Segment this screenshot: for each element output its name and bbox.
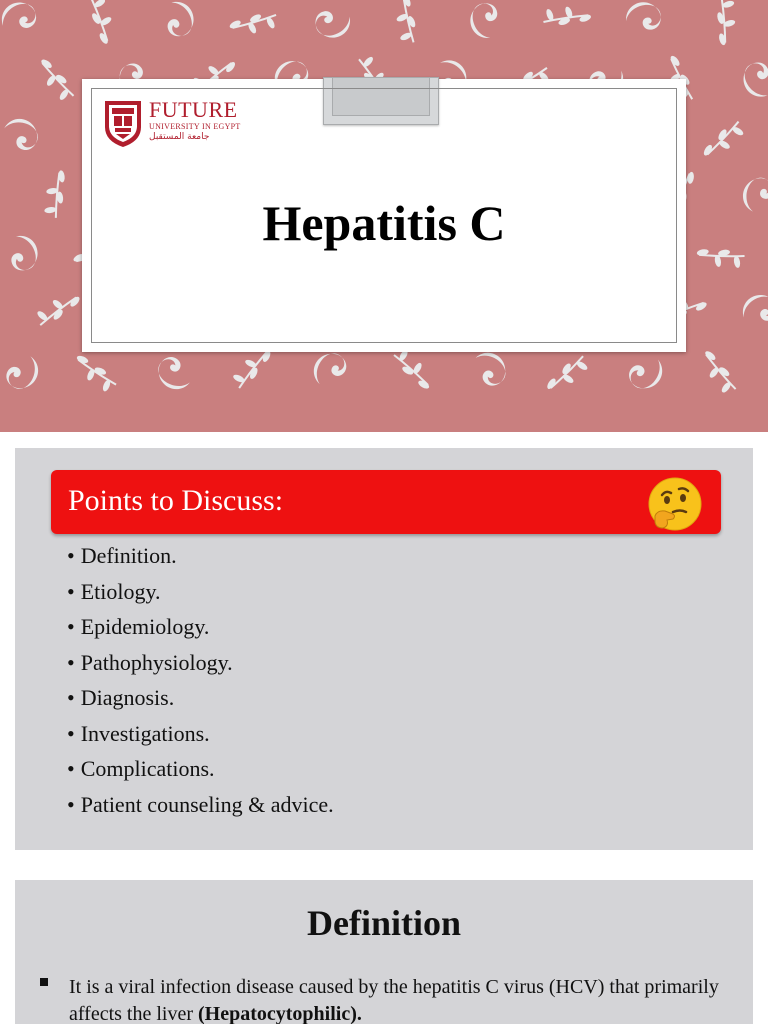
pattern-motif (737, 173, 768, 217)
list-item: • Definition. (67, 538, 334, 574)
thinking-face-icon (647, 476, 703, 532)
pattern-motif (739, 291, 768, 327)
pattern-motif (380, 0, 434, 48)
definition-text-bold: (Hepatocytophilic). (198, 1003, 362, 1024)
points-header (51, 470, 721, 534)
logo-subtitle: UNIVERSITY IN EGYPT (149, 122, 241, 131)
pattern-motif (625, 1, 661, 31)
definition-text-regular: It is a viral infection disease caused by the hepatitis C virus (HCV) that primarily affects the liver (69, 976, 719, 1024)
pattern-motif (313, 7, 353, 41)
list-item: • Pathophysiology. (67, 645, 334, 681)
pattern-motif (37, 58, 77, 103)
definition-text (69, 974, 729, 1024)
pattern-motif (702, 120, 745, 158)
points-list (67, 538, 334, 822)
pattern-motif (75, 0, 127, 47)
pattern-motif (694, 229, 749, 284)
pattern-motif (699, 349, 741, 395)
pattern-motif (152, 353, 197, 397)
university-crest-icon (102, 97, 144, 149)
title-card (82, 79, 686, 352)
pattern-motif (34, 288, 82, 332)
pattern-motif (545, 354, 589, 393)
pattern-motif (0, 0, 39, 35)
list-item: • Etiology. (67, 574, 334, 610)
page-title: Hepatitis C (262, 195, 506, 251)
pattern-motif (468, 346, 512, 390)
list-item: • Epidemiology. (67, 609, 334, 645)
points-slide (15, 448, 753, 850)
list-item: • Patient counseling & advice. (67, 787, 334, 823)
pattern-motif (539, 0, 594, 45)
list-item: • Diagnosis. (67, 680, 334, 716)
university-logo (102, 97, 262, 153)
pattern-motif (29, 168, 84, 222)
definition-slide (15, 880, 753, 1024)
definition-title: Definition (306, 903, 461, 943)
pattern-motif (230, 349, 274, 388)
logo-arabic: جامعة المستقبل (149, 132, 210, 142)
pattern-motif (468, 2, 500, 40)
title-slide (0, 0, 768, 432)
list-item: • Investigations. (67, 716, 334, 752)
list-item: • Complications. (67, 751, 334, 787)
pattern-motif (2, 351, 45, 396)
pattern-motif (625, 352, 670, 396)
pattern-motif (738, 59, 768, 102)
pattern-motif (0, 59, 6, 103)
pattern-motif (75, 350, 117, 396)
pattern-motif (227, 0, 282, 49)
square-bullet-icon (40, 978, 48, 986)
pattern-motif (6, 232, 41, 272)
pattern-motif (697, 0, 752, 48)
pattern-motif (307, 347, 351, 391)
points-header-text: Points to Discuss: (68, 484, 284, 517)
logo-name: FUTURE (149, 97, 238, 122)
pattern-motif (0, 113, 43, 154)
pattern-motif (394, 349, 430, 391)
pattern-motif (162, 0, 198, 39)
